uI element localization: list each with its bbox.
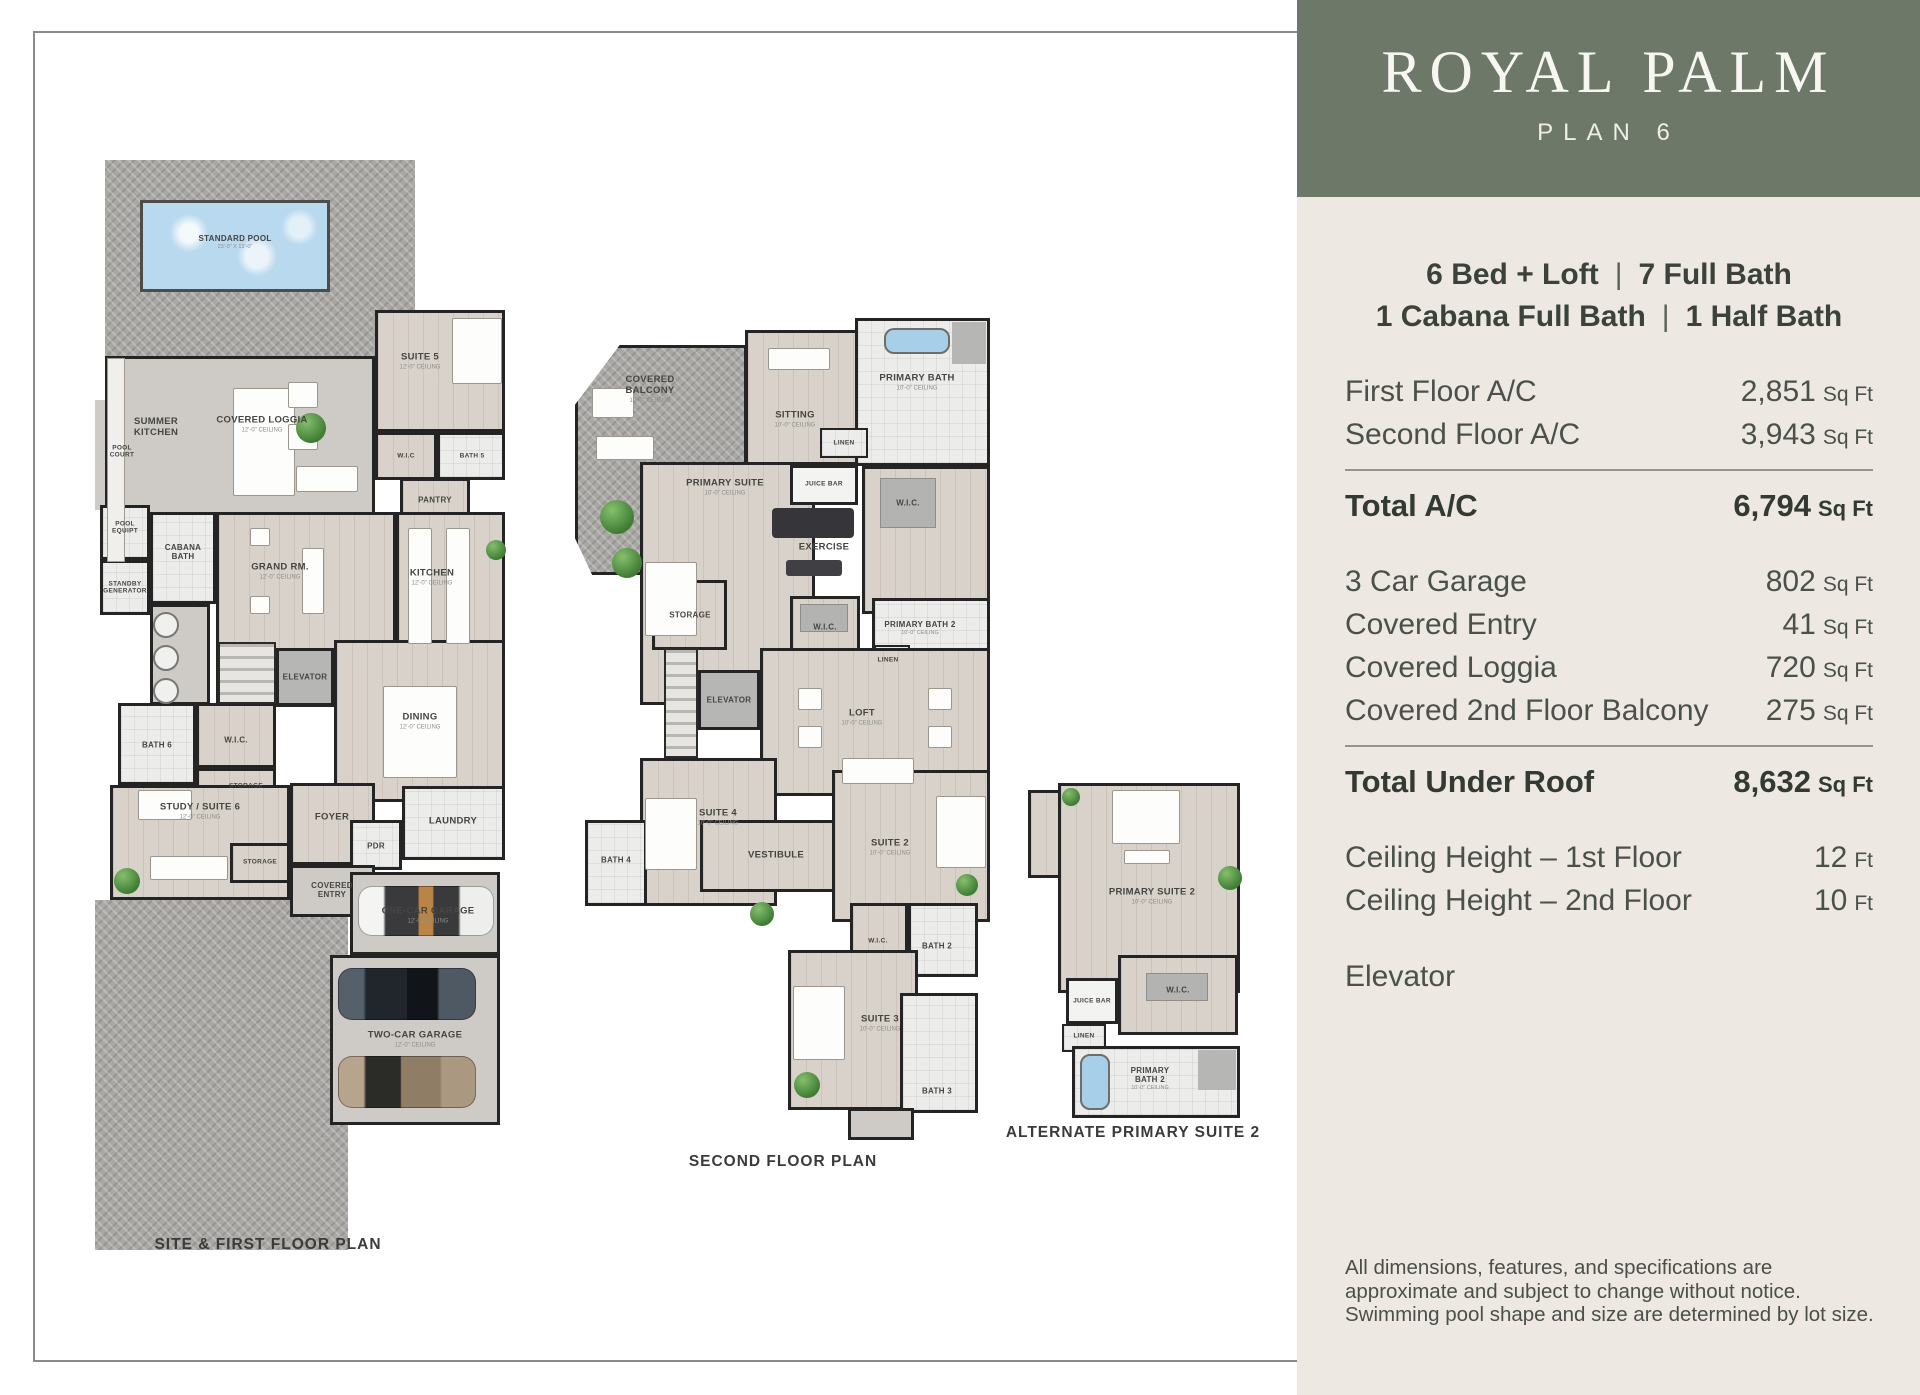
room-label-wic_p: W.I.C. <box>896 498 920 508</box>
room-label-juice3: JUICE BAR <box>1073 997 1111 1005</box>
spec-row <box>1345 603 1873 646</box>
grill-icon <box>153 612 179 638</box>
spec-value: 12 Ft <box>1813 841 1873 874</box>
chair-icon <box>928 726 952 748</box>
shower-icon <box>952 322 986 364</box>
room-label-balcony2: COVERED BALCONY 10'-0" CEILING <box>625 374 675 404</box>
room-label-study: STUDY / SUITE 6 12'-0" CEILING <box>159 801 241 821</box>
chair-icon <box>250 528 270 546</box>
spec-row <box>1345 760 1873 803</box>
room-label-wic6: W.I.C. <box>224 735 248 745</box>
room-label-pbath2: PRIMARY BATH 2 10'-0" CEILING <box>884 619 956 636</box>
spec-value: 6,794 Sq Ft <box>1733 488 1873 523</box>
spec-label: Covered Entry <box>1345 608 1537 641</box>
spec-value: 41 Sq Ft <box>1782 608 1873 641</box>
spec-label: Ceiling Height – 1st Floor <box>1345 841 1682 874</box>
spec-value: 802 Sq Ft <box>1765 565 1873 598</box>
separator: | <box>1614 258 1623 291</box>
table-icon <box>233 388 295 496</box>
bed-icon <box>645 798 697 870</box>
room-label-garage2: TWO-CAR GARAGE 12'-0" CEILING <box>367 1029 463 1049</box>
spec-body <box>1345 197 1873 998</box>
chair-icon <box>798 688 822 710</box>
room-label-pool: STANDARD POOL 23'-0" X 13'-0" <box>198 233 272 250</box>
sofa-icon <box>596 436 654 460</box>
room-label-elevator2: ELEVATOR <box>706 695 752 705</box>
spec-row <box>1345 836 1873 879</box>
spec-gap <box>1345 527 1873 560</box>
plant-icon <box>1218 866 1242 890</box>
spec-row <box>1345 646 1873 689</box>
treadmill-icon <box>772 508 854 538</box>
spec-label: 3 Car Garage <box>1345 565 1527 598</box>
tub-icon <box>1080 1054 1110 1110</box>
room-label-linen_a: LINEN <box>833 439 855 447</box>
spec-gap <box>1345 922 1873 955</box>
spec-divider <box>1345 745 1873 747</box>
room-label-exercise: EXERCISE <box>798 541 850 553</box>
spec-gap <box>1345 803 1873 836</box>
table-icon <box>383 686 457 778</box>
room-label-linen_b: LINEN <box>877 656 899 664</box>
room-label-pool_court: POOL COURT <box>109 444 135 459</box>
room-label-linen3: LINEN <box>1073 1032 1095 1040</box>
first-floor-plan-caption: SITE & FIRST FLOOR PLAN <box>154 1236 382 1253</box>
spec-list <box>1345 370 1873 998</box>
spec-panel <box>1297 0 1920 1395</box>
bed-icon <box>452 318 502 384</box>
room-label-pbath: PRIMARY BATH 10'-0" CEILING <box>879 372 955 392</box>
bed-icon <box>793 986 845 1060</box>
room-label-pbath2_alt: PRIMARY BATH 2 10'-0" CEILING <box>1130 1066 1170 1092</box>
spec-row <box>1345 413 1873 456</box>
room-label-wic5: W.I.C <box>397 452 415 460</box>
bed-icon <box>936 796 986 868</box>
room-label-summer_kitchen: SUMMER KITCHEN <box>133 416 179 438</box>
room-drive <box>95 900 348 1250</box>
spec-row <box>1345 955 1873 998</box>
room-label-suite2: SUITE 2 10'-0" CEILING <box>869 837 911 857</box>
disclaimer: All dimensions, features, and specifications are approximate and subject to change without notice. Swimming pool shape and size are determined by lot size. <box>1345 1256 1874 1326</box>
room-label-loggia: COVERED LOGGIA 12'-0" CEILING <box>216 414 308 434</box>
room-label-vestibule: VESTIBULE <box>747 849 805 861</box>
spec-value: 8,632 Sq Ft <box>1733 764 1873 799</box>
shower-icon <box>1198 1050 1236 1090</box>
bed-icon <box>1112 790 1180 844</box>
room-label-generator: STANDBY GENERATOR <box>103 580 147 595</box>
spec-value: 2,851 Sq Ft <box>1740 375 1873 408</box>
room-bath2 <box>908 903 978 977</box>
chair-icon <box>798 726 822 748</box>
car-icon <box>338 968 476 1020</box>
room-label-foyer: FOYER <box>314 811 350 823</box>
separator: | <box>1661 300 1670 333</box>
spec-row <box>1345 689 1873 732</box>
room-label-sitting: SITTING 10'-0" CEILING <box>774 409 816 429</box>
sofa-icon <box>296 466 358 492</box>
spec-value: 10 Ft <box>1813 884 1873 917</box>
spec-row <box>1345 484 1873 527</box>
spec-row <box>1345 879 1873 922</box>
chair-icon <box>250 596 270 614</box>
sofa-icon <box>288 382 318 408</box>
car-icon <box>338 1056 476 1108</box>
spec-label: Covered 2nd Floor Balcony <box>1345 694 1709 727</box>
half-bath-count: 1 Half Bath <box>1685 300 1843 333</box>
spec-row <box>1345 370 1873 413</box>
room-label-garage1: ONE-CAR GARAGE 12'-0" CEILING <box>381 905 475 925</box>
spec-label: First Floor A/C <box>1345 375 1537 408</box>
plant-icon <box>600 500 634 534</box>
room-label-psuite: PRIMARY SUITE 10'-0" CEILING <box>686 477 764 497</box>
plant-icon <box>750 902 774 926</box>
room-label-kitchen: KITCHEN 12'-0" CEILING <box>409 567 455 587</box>
full-bath-count: 7 Full Bath <box>1638 258 1792 291</box>
room-label-wic_c: W.I.C. <box>813 622 837 632</box>
spec-label: Total Under Roof <box>1345 764 1595 799</box>
plan-title: ROYAL PALM <box>1381 39 1836 105</box>
plant-icon <box>1062 788 1080 806</box>
room-label-psuite2_alt: PRIMARY SUITE 2 10'-0" CEILING <box>1108 886 1196 906</box>
cabana-bath-count: 1 Cabana Full Bath <box>1375 300 1646 333</box>
spec-label: Ceiling Height – 2nd Floor <box>1345 884 1692 917</box>
alternate-suite-caption: ALTERNATE PRIMARY SUITE 2 <box>1005 1124 1261 1141</box>
bed-bath-summary <box>1345 254 1873 338</box>
room-label-bath5: BATH 5 <box>459 452 485 460</box>
room-label-loft: LOFT 10'-0" CEILING <box>841 707 883 727</box>
spec-value: 275 Sq Ft <box>1765 694 1873 727</box>
bench-icon <box>1124 850 1170 864</box>
beds-count: 6 Bed + Loft <box>1426 258 1599 291</box>
room-label-storage_a: STORAGE <box>228 782 264 790</box>
stairs <box>218 642 276 704</box>
stairs <box>664 648 698 758</box>
room-label-elevator1: ELEVATOR <box>282 672 328 682</box>
grill-icon <box>153 678 179 704</box>
room-label-wic3: W.I.C. <box>868 937 888 945</box>
spec-label: Covered Loggia <box>1345 651 1557 684</box>
room-label-bath2: BATH 2 <box>921 941 953 951</box>
grill-icon <box>153 645 179 671</box>
room-label-pool_equip: POOL EQUIPT <box>112 520 138 535</box>
room-label-laundry: LAUNDRY <box>428 815 478 827</box>
room-label-bath6: BATH 6 <box>141 740 173 750</box>
sofa-icon <box>842 758 914 784</box>
room-label-pantry: PANTRY <box>418 495 452 505</box>
room-label-pdr: PDR <box>367 841 385 851</box>
room-label-juice2: JUICE BAR <box>805 480 843 488</box>
spec-value: 720 Sq Ft <box>1765 651 1873 684</box>
room-label-dining: DINING 12'-0" CEILING <box>399 711 441 731</box>
spec-row <box>1345 560 1873 603</box>
spec-label: Total A/C <box>1345 488 1478 523</box>
panel-header <box>1297 0 1920 197</box>
room-label-storage2: STORAGE <box>669 610 711 620</box>
bed-bath-line-1 <box>1345 254 1873 296</box>
room-label-suite5: SUITE 5 12'-0" CEILING <box>399 351 441 371</box>
plan-subtitle: PLAN 6 <box>1537 119 1680 146</box>
room-label-suite4: SUITE 4 10'-0" CEILING <box>697 807 739 827</box>
bed-bath-line-2 <box>1345 296 1873 338</box>
room-label-bath4: BATH 4 <box>600 855 632 865</box>
sofa-icon <box>768 348 830 370</box>
room-label-centry: COVERED ENTRY <box>311 880 353 899</box>
chair-icon <box>928 688 952 710</box>
second-floor-plan-caption: SECOND FLOOR PLAN <box>688 1153 878 1170</box>
room-label-storage_b: STORAGE <box>242 858 278 866</box>
room-label-wic_alt: W.I.C. <box>1166 985 1190 995</box>
weights-icon <box>786 560 842 576</box>
plant-icon <box>612 548 642 578</box>
spec-divider <box>1345 469 1873 471</box>
tub-icon <box>884 328 950 354</box>
plant-icon <box>114 868 140 894</box>
room-label-cabana: CABANA BATH <box>164 542 202 561</box>
room-label-grand: GRAND RM. 12'-0" CEILING <box>251 561 309 581</box>
plant-icon <box>486 540 506 560</box>
spec-value: 3,943 Sq Ft <box>1740 418 1873 451</box>
spec-label: Elevator <box>1345 960 1456 993</box>
plant-icon <box>956 874 978 896</box>
plant-icon <box>794 1072 820 1098</box>
spec-label: Second Floor A/C <box>1345 418 1581 451</box>
room-label-suite3: SUITE 3 10'-0" CEILING <box>859 1013 901 1033</box>
room-balc_s <box>848 1108 914 1140</box>
sofa-icon <box>150 856 228 880</box>
bed-icon <box>645 562 697 636</box>
room-label-bath3: BATH 3 <box>921 1086 953 1096</box>
